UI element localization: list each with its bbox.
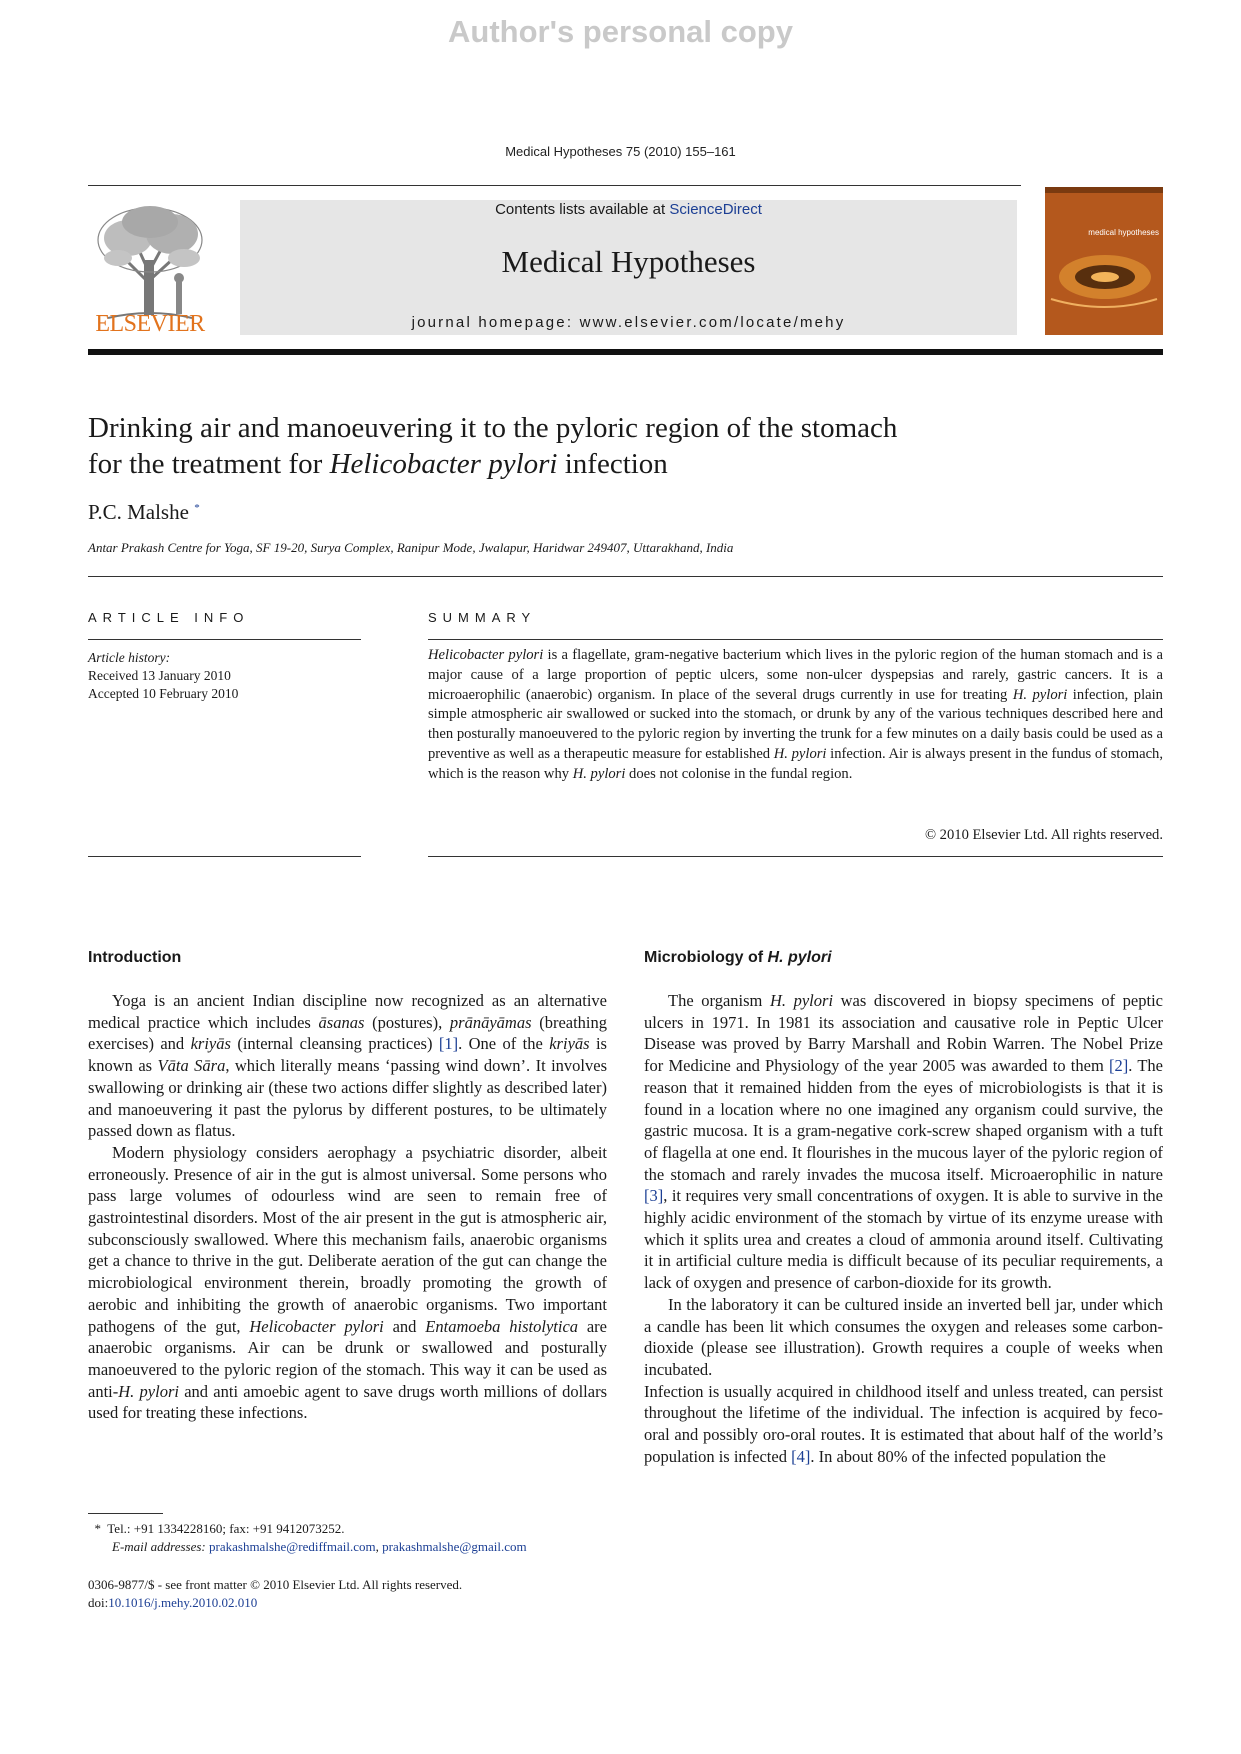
author-footnote [88, 1520, 628, 1556]
summary-heading: SUMMARY [428, 610, 537, 625]
title-text-end: infection [557, 448, 668, 480]
corresponding-author-mark[interactable]: * [194, 502, 200, 514]
microbiology-heading [644, 949, 832, 967]
footnote-mark: * [94, 1521, 101, 1536]
doi-label: doi: [88, 1595, 109, 1610]
journal-cover-image [1045, 187, 1163, 335]
reference-link[interactable]: [4] [791, 1446, 811, 1466]
heading-text: Microbiology of [644, 949, 768, 966]
summary-rule [428, 639, 1163, 640]
affiliation: Antar Prakash Centre for Yoga, SF 19-20, Surya Complex, Ranipur Mode, Jwalapur, Haridwar 249407, Uttarakhand, India [88, 540, 734, 555]
footnote-phone: Tel.: +91 1334228160; fax: +91 9412073252. [107, 1521, 345, 1536]
journal-name: Medical Hypotheses [501, 244, 756, 279]
contents-line [240, 201, 1017, 218]
received-date: Received 13 January 2010 [88, 668, 231, 683]
header-top-rule [88, 185, 1021, 186]
footnote-rule [88, 1513, 163, 1514]
summary-segment: does not colonise in the fundal region. [625, 765, 853, 782]
introduction-body [88, 990, 607, 1424]
summary-organism: Helicobacter pylori [428, 647, 544, 663]
journal-citation: Medical Hypotheses 75 (2010) 155–161 [505, 144, 736, 159]
article-info-rule [88, 639, 361, 640]
issn-line: 0306-9877/$ - see front matter © 2010 Elsevier Ltd. All rights reserved. [88, 1577, 463, 1592]
summary-segment: is a flagellate, gram-negative bacterium which lives in the pyloric region of the human stomach and is a major cause of a large proportion of peptic ulcers, some non-ulcer dyspepsias and rarely, gastric cancers. It is a microaerophilic (anaerobic) organism. In place of the several drugs currently in use for treating [428, 647, 1163, 703]
introduction-paragraph-1: Yoga is an ancient Indian discipline now recognized as an alternative medical practice which includes āsanas (postures), prānāyāmas (breathing exercises) and kriyās (internal cleansing practices) [1]. One of the kriyās is known as Vāta Sāra, which literally means ‘passing wind down’. It involves swallowing or drinking air (these two actions differ slightly as described later) and manoeuvering it past the pylorus by different postures, to be ultimately passed down as flatus. [88, 991, 608, 1141]
title-organism: Helicobacter pylori [329, 448, 558, 480]
title-line-2 [88, 446, 1088, 482]
doi-line [88, 1594, 628, 1612]
heading-organism: H. pylori [767, 949, 832, 966]
email-link-2[interactable]: prakashmalshe@gmail.com [382, 1539, 527, 1554]
front-matter [88, 1576, 628, 1612]
article-info-heading: ARTICLE INFO [88, 610, 250, 625]
accepted-date: Accepted 10 February 2010 [88, 686, 239, 701]
author-name: P.C. Malshe [88, 500, 189, 524]
email-label: E-mail addresses: [112, 1539, 210, 1554]
title-line-1: Drinking air and manoeuvering it to the pyloric region of the stomach [88, 412, 898, 444]
footnote-contact [88, 1520, 628, 1538]
microbiology-paragraph-2: In the laboratory it can be cultured inside an inverted bell jar, under which a candle has been lit which consumes the oxygen and releases some carbon-dioxide (please see illustration). Growth requires a couple of weeks when incubated. [644, 1294, 1163, 1379]
title-text: for the treatment for [88, 448, 330, 480]
summary-organism: H. pylori [572, 765, 626, 782]
cover-title: medical hypotheses [1088, 228, 1159, 237]
affiliation-rule [88, 576, 1163, 577]
reference-link[interactable]: [3] [644, 1186, 664, 1206]
summary-organism: H. pylori [773, 745, 827, 762]
article-history [88, 649, 358, 703]
watermark: Author's personal copy [448, 14, 793, 49]
article-title [88, 410, 1088, 482]
email-link-1[interactable]: prakashmalshe@rediffmail.com [209, 1539, 376, 1554]
summary-bottom-rule [428, 856, 1163, 857]
summary-text [428, 646, 1163, 785]
author-line [88, 500, 200, 525]
summary-segment: infection, plain simple atmospheric air swallowed or sucked into the stomach, or drunk by any of the various techniques described here and then posturally manoeuvered to the pyloric region by inverting the trunk for a few minutes on a daily basis could be used as a preventive as well as a therapeutic measure for established [428, 686, 1163, 762]
reference-link[interactable]: [2] [1109, 1056, 1129, 1076]
reference-link[interactable]: [1] [438, 1034, 459, 1054]
journal-homepage[interactable]: journal homepage: www.elsevier.com/locate/mehy [411, 314, 846, 331]
contents-prefix: Contents lists available at [495, 201, 670, 218]
history-label: Article history: [88, 650, 171, 665]
introduction-heading: Introduction [88, 949, 182, 966]
doi-link[interactable]: 10.1016/j.mehy.2010.02.010 [108, 1595, 258, 1610]
sciencedirect-link[interactable]: ScienceDirect [669, 201, 762, 218]
header-thick-rule [88, 349, 1163, 355]
footnote-emails: E-mail addresses: prakashmalshe@rediffmail.com, prakashmalshe@gmail.com [112, 1539, 527, 1554]
microbiology-paragraph-3: Infection is usually acquired in childhood itself and unless treated, can persist throughout the lifetime of the individual. The infection is acquired by feco-oral and possibly oro-oral routes. It is estimated that about half of the world’s population is infected [4]. In about 80% of the infected population the [644, 1381, 1163, 1466]
summary-copyright: © 2010 Elsevier Ltd. All rights reserved. [924, 827, 1163, 843]
summary-segment: infection. Air is always present in the fundus of stomach, which is the reason why [428, 745, 1163, 782]
microbiology-body [644, 990, 1163, 1467]
summary-organism: H. pylori [1012, 686, 1068, 703]
introduction-paragraph-2: Modern physiology considers aerophagy a psychiatric disorder, albeit erroneously. Presence of air in the gut is almost universal. Some persons who pass large volumes of odourless wind are seen to remain free of gastrointestinal disorders. Most of the air present in the gut is atmospheric air, subconsciously swallowed. Where this mechanism fails, anaerobic organisms get a chance to thrive in the gut. Deliberate aeration of the gut can change the microbiological environment therein, broadly promoting the growth of aerobic and inhibiting the growth of anaerobic organisms. Two important pathogens of the gut, Helicobacter pylori and Entamoeba histolytica are anaerobic organisms. Air can be drunk or swallowed and posturally manoeuvered to the pyloric region of the stomach. This way it can be used as anti-H. pylori and anti amoebic agent to save drugs worth millions of dollars used for treating these infections. [88, 1142, 607, 1423]
elsevier-wordmark: ELSEVIER [95, 311, 205, 337]
microbiology-paragraph-1: The organism H. pylori was discovered in biopsy specimens of peptic ulcers in 1971. In 1981 its association and causative role in Peptic Ulcer Disease was proved by Barry Marshall and Robin Warren. The Nobel Prize for Medicine and Physiology of the year 2005 was awarded to them [2]. The reason that it remained hidden from the eyes of microbiologists is that it is found in a location where no one imagined any organism could survive, the gastric mucosa. It is a gram-negative cork-screw shaped organism with a tuft of flagella at one end. It flourishes in the mucous layer of the pyloric region of the stomach and rarely invades the mucosa itself. Microaerophilic in nature [3], it requires very small concentrations of oxygen. It is able to survive in the highly acidic environment of the stomach by virtue of its enzyme urease with which it splits urea and creates a cloud of ammonia around itself. Cultivating it in artificial culture media is difficult because of its peculiar requirements, a lack of oxygen and presence of carbon-dioxide for its growth. [644, 991, 1163, 1293]
article-info-bottom-rule [88, 856, 361, 857]
